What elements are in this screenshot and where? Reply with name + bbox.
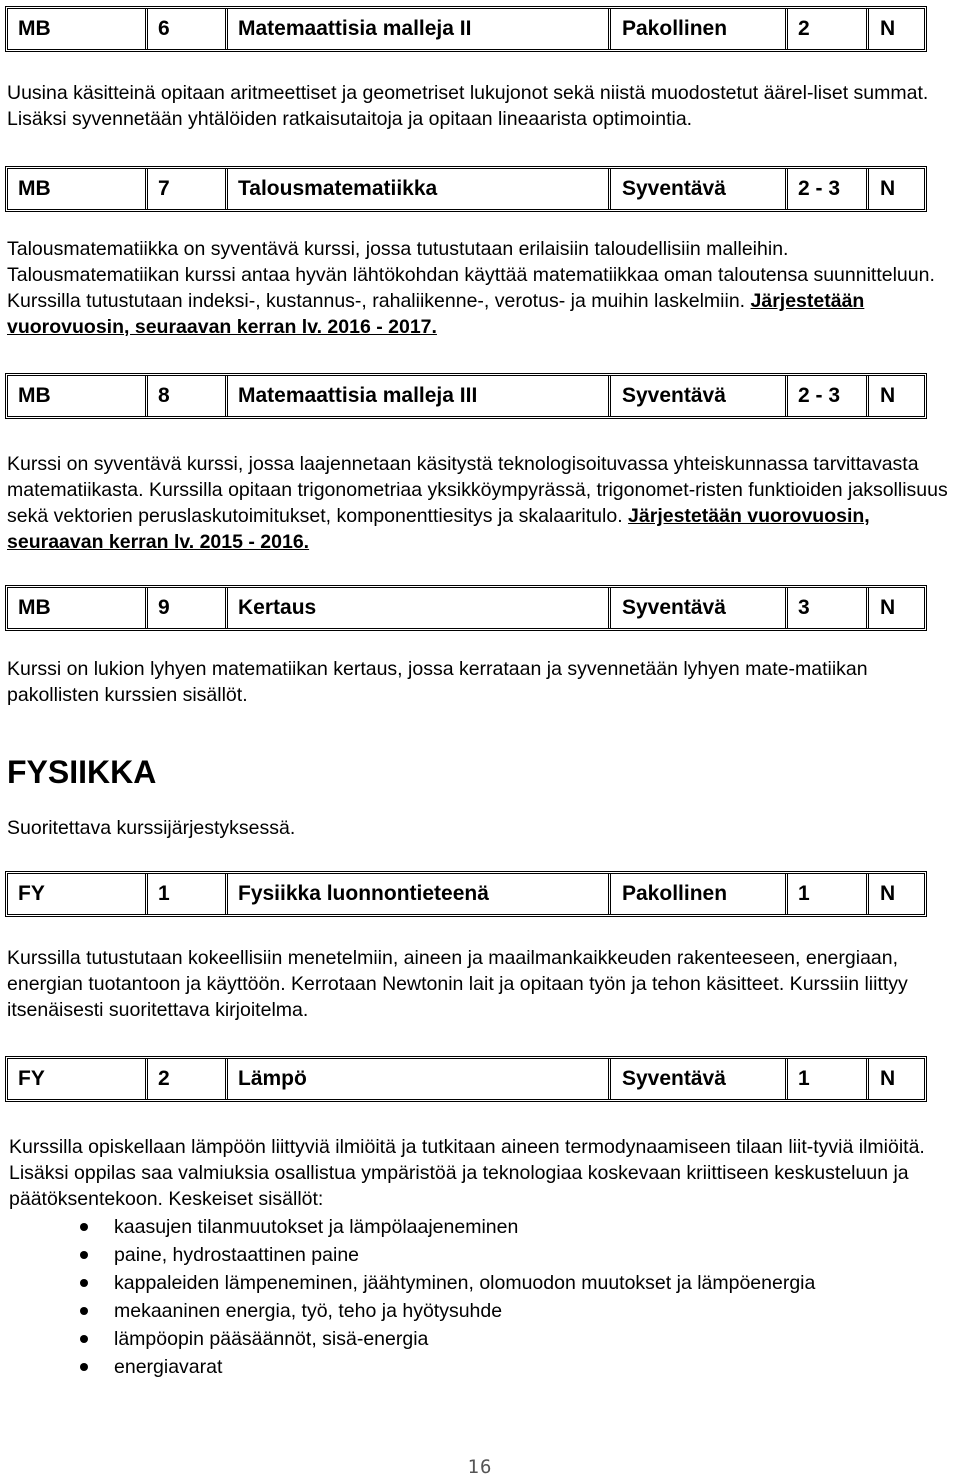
schedule-note: Järjestetään vuorovuosin, seuraavan kerran lv. 2015 - 2016. bbox=[7, 505, 870, 553]
course-header-fy1 bbox=[5, 871, 927, 917]
course-number: 6 bbox=[158, 17, 170, 40]
section-heading: FYSIIKKA bbox=[7, 754, 157, 790]
course-credits: 2 - 3 bbox=[798, 384, 841, 407]
course-description-fy1: Kurssilla tutustutaan kokeellisiin menetelmiin, aineen ja maailmankaikkeuden rakenteeseen, energiaan, energian tuotantoon ja käyttöön. Kerrotaan Newtonin lait ja opitaan työn ja tehon käsitteet. Kurssiin liittyy itsenäisesti suoritettava kirjoitelma. bbox=[7, 947, 908, 1021]
course-type: Syventävä bbox=[622, 177, 726, 200]
list-item: kaasujen tilanmuutokset ja lämpölaajeneminen bbox=[0, 1213, 950, 1241]
course-code: FY bbox=[18, 1067, 45, 1090]
course-description-mb6: Uusina käsitteinä opitaan aritmeettiset ja geometriset lukujonot sekä niistä muodostetut äärel-liset summat. Lisäksi syvennetään yhtälöiden ratkaisutaitoja ja opitaan lineaarista optimointia. bbox=[7, 82, 929, 130]
course-name: Kertaus bbox=[238, 596, 317, 619]
course-number: 8 bbox=[158, 384, 170, 407]
course-code: MB bbox=[18, 17, 51, 40]
course-header-mb7 bbox=[5, 166, 927, 212]
course-credits: 3 bbox=[798, 596, 810, 619]
course-type: Syventävä bbox=[622, 384, 726, 407]
bullet-icon bbox=[80, 1363, 88, 1371]
course-description-mb7 bbox=[7, 236, 955, 340]
course-credits: 1 bbox=[798, 882, 810, 905]
schedule-note: Järjestetään vuorovuosin, seuraavan kerran lv. 2016 - 2017. bbox=[7, 290, 865, 338]
list-item: kappaleiden lämpeneminen, jäähtyminen, olomuodon muutokset ja lämpöenergia bbox=[0, 1269, 950, 1297]
course-header-mb6 bbox=[5, 6, 927, 52]
course-name: Matemaattisia malleja III bbox=[238, 384, 478, 407]
course-number: 2 bbox=[158, 1067, 170, 1090]
course-mark: N bbox=[880, 596, 896, 619]
course-number: 7 bbox=[158, 177, 170, 200]
course-name: Matemaattisia malleja II bbox=[238, 17, 472, 40]
course-type: Syventävä bbox=[622, 596, 726, 619]
description-text: Talousmatematiikka on syventävä kurssi, jossa tutustutaan erilaisiin taloudellisiin malleihin. Talousmatematiikan kurssi antaa hyvän lähtökohdan käyttää matematiikkaa oman taloutensa suunnitteluun. Kurssilla tutustutaan indeksi-, kustannus-, rahaliikenne-, verotus- ja muihin laskelmiin. bbox=[7, 238, 935, 312]
bullet-icon bbox=[80, 1307, 88, 1315]
course-code: FY bbox=[18, 882, 45, 905]
course-name: Talousmatematiikka bbox=[238, 177, 438, 200]
course-type: Pakollinen bbox=[622, 882, 728, 905]
course-description-mb9: Kurssi on lukion lyhyen matematiikan kertaus, jossa kerrataan ja syvennetään lyhyen mate-matiikan pakollisten kurssien sisällöt. bbox=[7, 658, 868, 706]
list-item: energiavarat bbox=[0, 1353, 950, 1381]
fy2-topic-list bbox=[0, 1213, 950, 1381]
page-number: 16 bbox=[467, 1456, 493, 1478]
course-number: 1 bbox=[158, 882, 170, 905]
course-mark: N bbox=[880, 177, 896, 200]
course-name: Lämpö bbox=[238, 1067, 307, 1090]
course-code: MB bbox=[18, 384, 51, 407]
course-number: 9 bbox=[158, 596, 170, 619]
course-mark: N bbox=[880, 1067, 896, 1090]
course-mark: N bbox=[880, 384, 896, 407]
course-code: MB bbox=[18, 177, 51, 200]
course-mark: N bbox=[880, 882, 896, 905]
course-header-fy2 bbox=[5, 1056, 927, 1102]
course-description-fy2: Kurssilla opiskellaan lämpöön liittyviä ilmiöitä ja tutkitaan aineen termodynaamiseen tilaan liit-tyviä ilmiöitä. Lisäksi oppilas saa valmiuksia osallistua ympäristöä ja teknologiaa koskevaan kriittiseen keskusteluun ja päätöksentekoon. Keskeiset sisällöt: bbox=[9, 1136, 925, 1210]
course-name: Fysiikka luonnontieteenä bbox=[238, 882, 489, 905]
course-header-mb8 bbox=[5, 373, 927, 419]
list-item: lämpöopin pääsäännöt, sisä-energia bbox=[0, 1325, 950, 1353]
bullet-icon bbox=[80, 1251, 88, 1259]
list-item: mekaaninen energia, työ, teho ja hyötysuhde bbox=[0, 1297, 950, 1325]
course-description-mb8 bbox=[7, 451, 955, 555]
course-credits: 1 bbox=[798, 1067, 810, 1090]
course-mark: N bbox=[880, 17, 896, 40]
course-header-mb9 bbox=[5, 585, 927, 631]
course-type: Syventävä bbox=[622, 1067, 726, 1090]
bullet-icon bbox=[80, 1335, 88, 1343]
course-code: MB bbox=[18, 596, 51, 619]
course-credits: 2 - 3 bbox=[798, 177, 841, 200]
bullet-icon bbox=[80, 1279, 88, 1287]
course-type: Pakollinen bbox=[622, 17, 728, 40]
list-item: paine, hydrostaattinen paine bbox=[0, 1241, 950, 1269]
bullet-icon bbox=[80, 1223, 88, 1231]
course-credits: 2 bbox=[798, 17, 810, 40]
section-subtitle: Suoritettava kurssijärjestyksessä. bbox=[7, 817, 296, 839]
description-text: Kurssi on syventävä kurssi, jossa laajennetaan käsitystä teknologisoituvassa yhteiskunnassa tarvittavasta matematiikasta. Kurssilla opitaan trigonometriaa yksikköympyrässä, trigonomet-risten funktioiden jaksollisuus sekä vektorien peruslaskutoimitukset, komponenttiesitys ja skalaaritulo. bbox=[7, 453, 948, 527]
